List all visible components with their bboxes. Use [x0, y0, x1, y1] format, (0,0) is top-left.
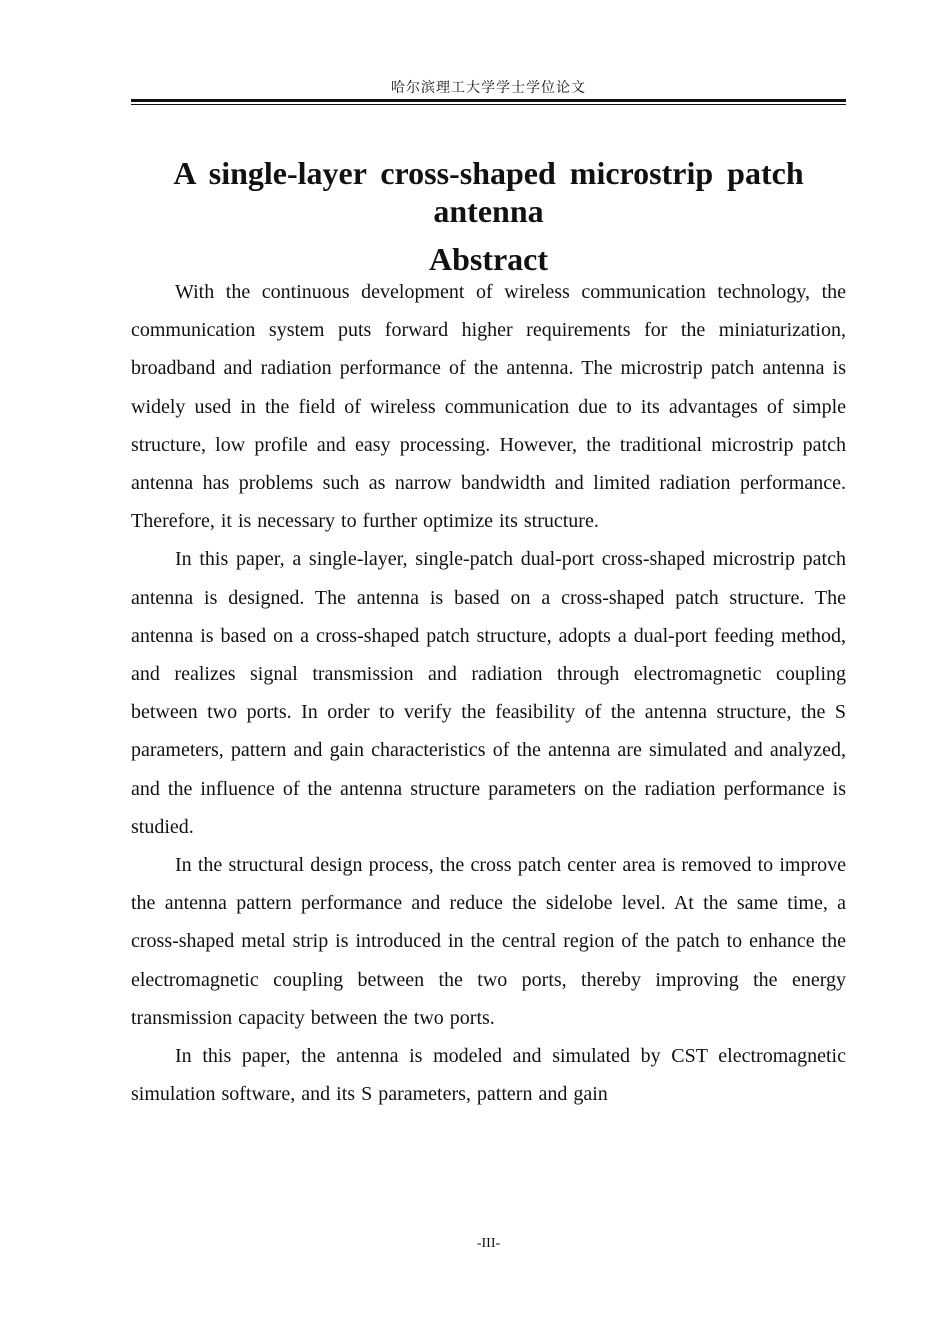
paper-title: A single-layer cross-shaped microstrip patch antenna: [173, 155, 804, 229]
header-rule-thin: [131, 104, 846, 105]
abstract-paragraph-2: In this paper, a single-layer, single-patch dual-port cross-shaped microstrip patch antenna is designed. The antenna is based on a cross-shaped patch structure. The antenna is based on a cross-shaped patch structure, adopts a dual-port feeding method, and realizes signal transmission and radiation through electromagnetic coupling between two ports. In order to verify the feasibility of the antenna structure, the S parameters, pattern and gain characteristics of the antenna are simulated and analyzed, and the influence of the antenna structure parameters on the radiation performance is studied.: [131, 548, 846, 838]
header-rule-thick: [131, 99, 846, 102]
abstract-paragraph-3: In the structural design process, the cross patch center area is removed to improve the antenna pattern performance and reduce the sidelobe level. At the same time, a cross-shaped metal strip is introduced in the central region of the patch to enhance the electromagnetic coupling between the two ports, thereby improving the energy transmission capacity between the two ports.: [131, 854, 846, 1029]
abstract-paragraph-1: With the continuous development of wireless communication technology, the communication system puts forward higher requirements for the miniaturization, broadband and radiation performance of the antenna. The microstrip patch antenna is widely used in the field of wireless communication due to its advantages of simple structure, low profile and easy processing. However, the traditional microstrip patch antenna has problems such as narrow bandwidth and limited radiation performance. Therefore, it is necessary to further optimize its structure.: [131, 281, 846, 533]
page-number: -III-: [476, 1236, 501, 1251]
header-title: 哈尔滨理工大学学士学位论文: [391, 80, 586, 96]
abstract-heading: Abstract: [428, 241, 549, 277]
abstract-paragraph-4: In this paper, the antenna is modeled and simulated by CST electromagnetic simulation software, and its S parameters, pattern and gain: [131, 1045, 846, 1106]
abstract-body: [131, 273, 846, 1113]
